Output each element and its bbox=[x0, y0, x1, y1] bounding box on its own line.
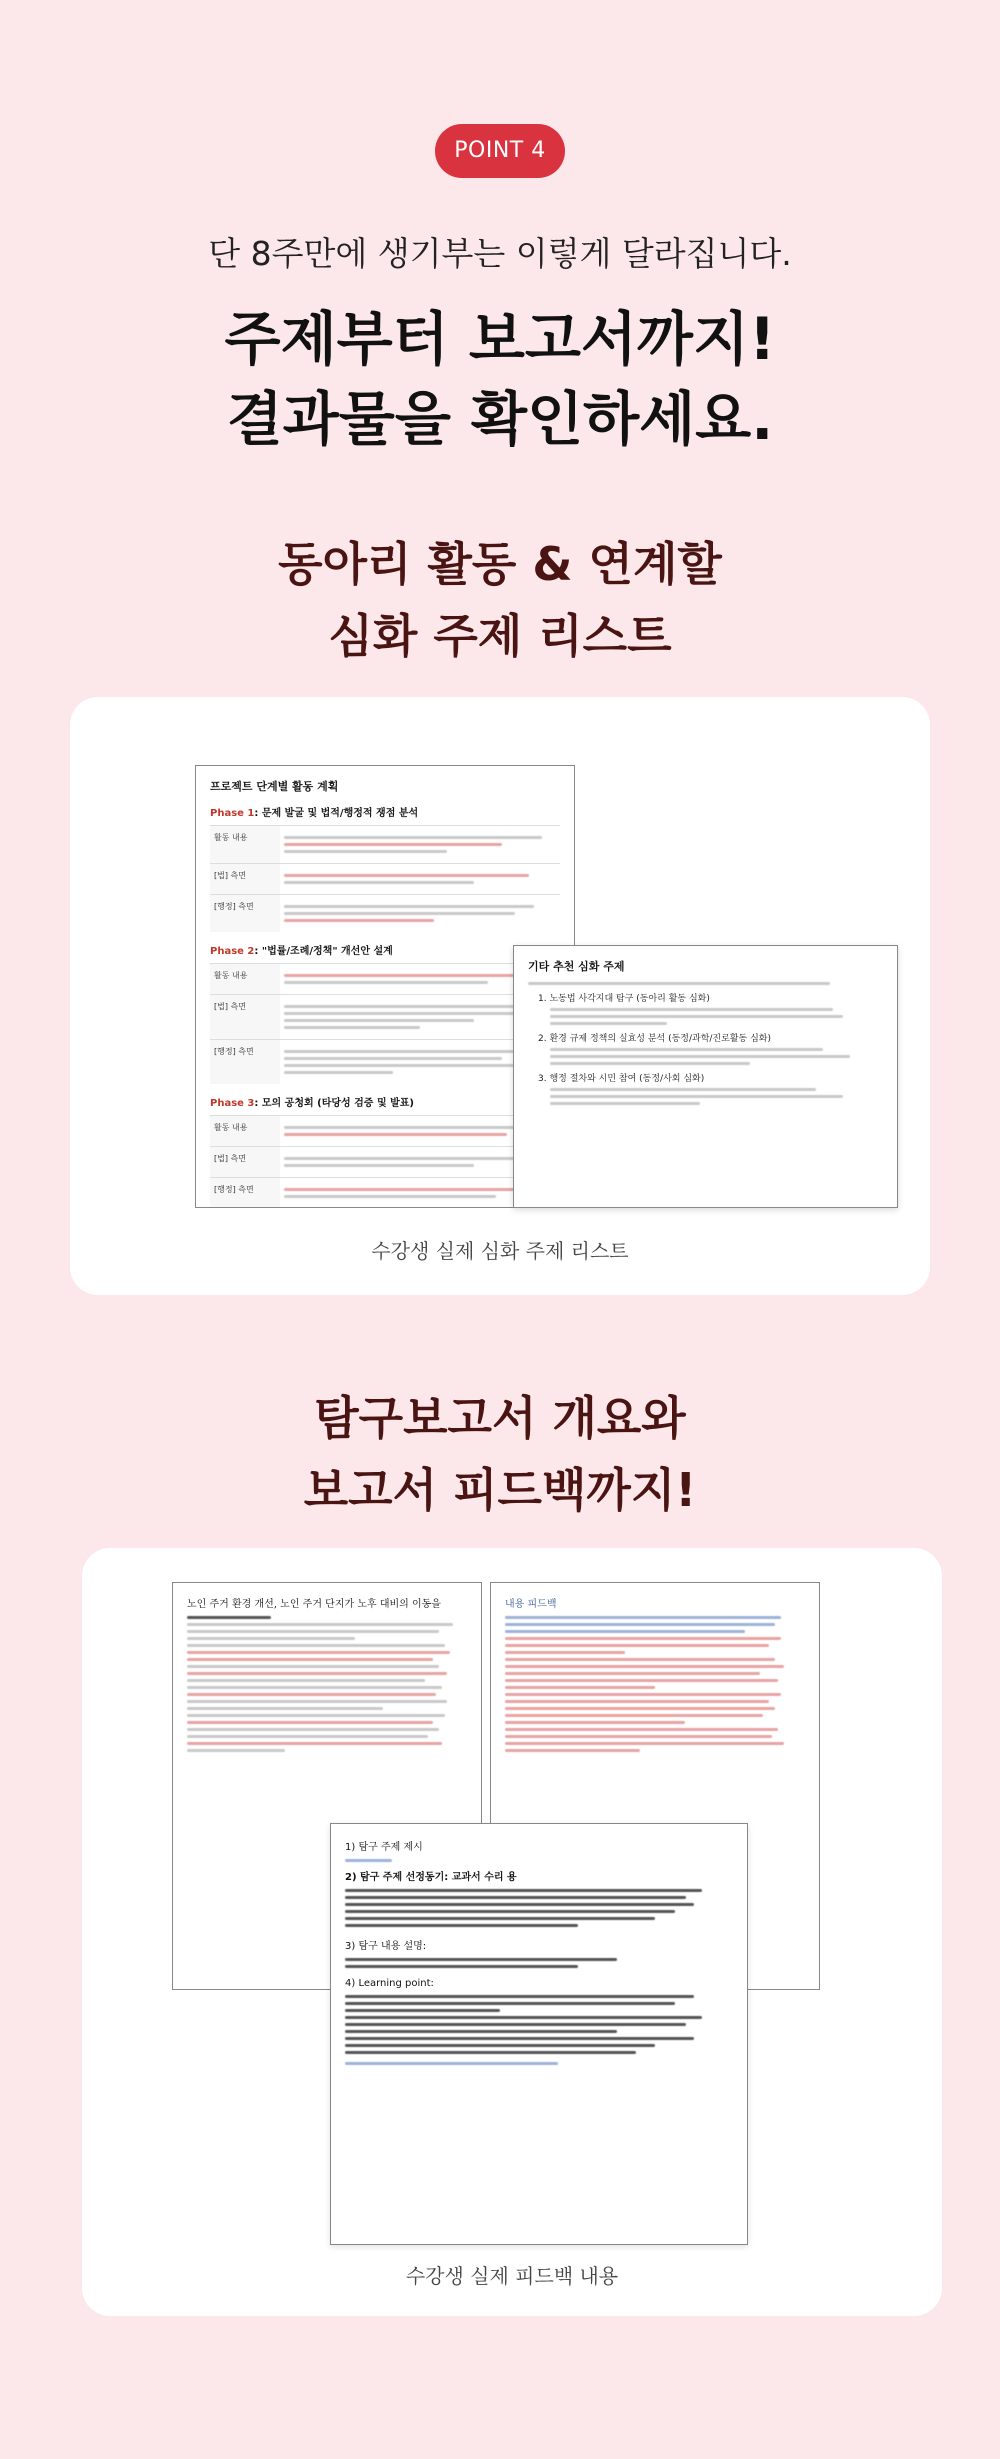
row-label: 활동 내용 bbox=[210, 964, 280, 994]
intro-subtitle: 단 8주만에 생기부는 이렇게 달라집니다. bbox=[208, 234, 792, 273]
topic-list-card bbox=[70, 697, 930, 1295]
topic-item: 2. 환경 규제 정책의 실효성 분석 (동정/과학/진로활동 심화) bbox=[538, 1034, 771, 1044]
row-label: [행정] 측면 bbox=[210, 1040, 280, 1084]
phase-heading: Phase 1: 문제 발굴 및 법적/행정적 쟁점 분석 bbox=[210, 808, 419, 819]
intro-headline-line1: 주제부터 보고서까지! bbox=[224, 305, 776, 373]
report-outline-document bbox=[330, 1823, 748, 2245]
row-label: [법] 측면 bbox=[210, 1147, 280, 1177]
point-badge: POINT 4 bbox=[435, 124, 565, 178]
outline-item: 1) 탐구 주제 제시 bbox=[345, 1842, 423, 1853]
row-label: [행정] 측면 bbox=[210, 1178, 280, 1208]
document-title: 기타 추천 심화 주제 bbox=[528, 960, 625, 973]
feedback-card bbox=[82, 1548, 942, 2316]
section1-title-line2: 심화 주제 리스트 bbox=[328, 609, 672, 663]
row-label: 활동 내용 bbox=[210, 826, 280, 863]
row-label: [행정] 측면 bbox=[210, 895, 280, 932]
section1-title-line1: 동아리 활동 & 연계할 bbox=[278, 537, 722, 591]
document-title: 프로젝트 단계별 활동 계획 bbox=[210, 780, 339, 793]
phase-heading: Phase 2: "법률/조례/정책" 개선안 설계 bbox=[210, 946, 393, 957]
outline-item: 2) 탐구 주제 선정동기: 교과서 수리 용 bbox=[345, 1872, 517, 1883]
feedback-heading: 내용 피드백 bbox=[505, 1599, 557, 1610]
topic-list-caption: 수강생 실제 심화 주제 리스트 bbox=[371, 1239, 629, 1263]
row-label: [법] 측면 bbox=[210, 995, 280, 1039]
topic-item: 3. 행정 절차와 시민 참여 (동정/사회 심화) bbox=[538, 1074, 705, 1084]
topic-item: 1. 노동법 사각지대 탐구 (동아리 활동 심화) bbox=[538, 994, 710, 1004]
phase-heading: Phase 3: 모의 공청회 (타당성 검증 및 발표) bbox=[210, 1098, 414, 1109]
section2-title-line1: 탐구보고서 개요와 bbox=[314, 1391, 686, 1445]
recommended-topics-document bbox=[513, 945, 898, 1208]
row-label: 활동 내용 bbox=[210, 1116, 280, 1146]
intro-headline-line2: 결과물을 확인하세요. bbox=[226, 385, 774, 453]
section2-title-line2: 보고서 피드백까지! bbox=[303, 1463, 697, 1517]
report-first-line: 노인 주거 환경 개선, 노인 주거 단지가 노후 대비의 이동을 bbox=[187, 1599, 441, 1610]
row-label: [법] 측면 bbox=[210, 864, 280, 894]
feedback-caption: 수강생 실제 피드백 내용 bbox=[405, 2264, 619, 2288]
outline-item: 3) 탐구 내용 설명: bbox=[345, 1941, 427, 1952]
outline-item: 4) Learning point: bbox=[345, 1978, 434, 1989]
